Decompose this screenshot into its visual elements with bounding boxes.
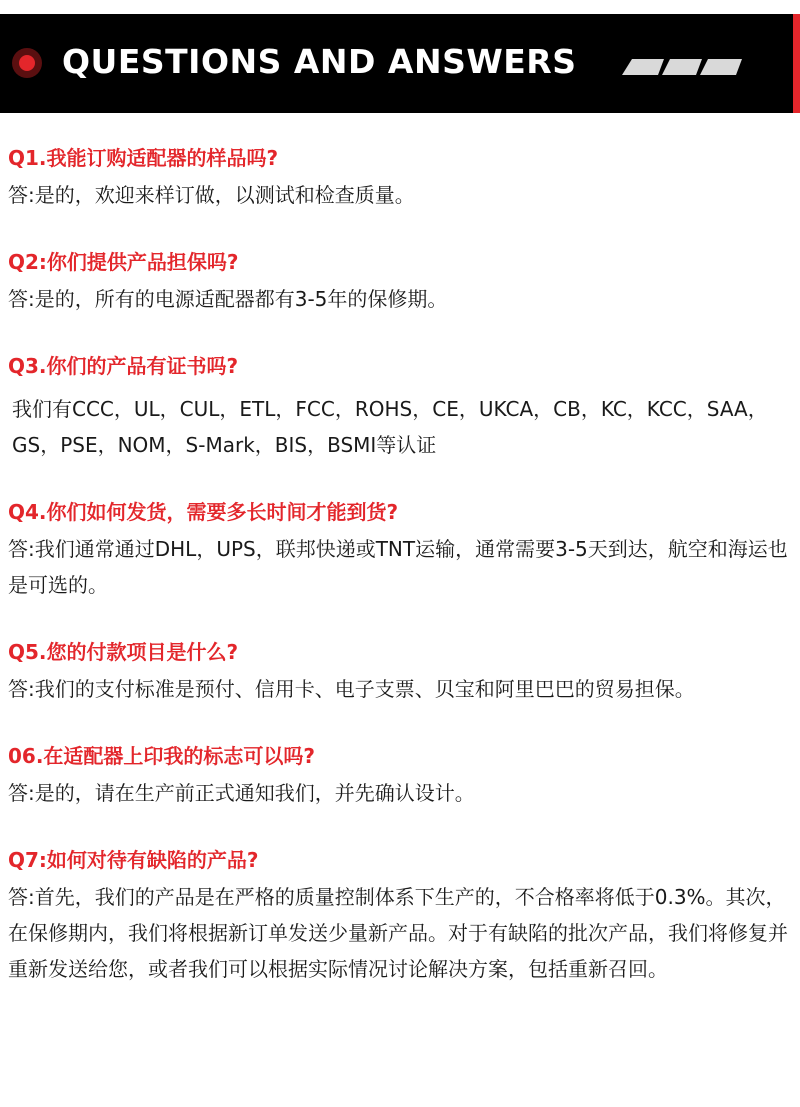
page-title: QUESTIONS AND ANSWERS (62, 42, 577, 81)
question: Q1.我能订购适配器的样品吗? (8, 146, 279, 170)
qa-item (0, 738, 800, 811)
answer: 答:是的，所有的电源适配器都有3-5年的保修期。 (8, 287, 448, 311)
question: Q2:你们提供产品担保吗? (8, 250, 239, 274)
answer: 答:是的，欢迎来样订做，以测试和检查质量。 (8, 183, 415, 207)
qa-item (0, 494, 800, 603)
question: 06.在适配器上印我的标志可以吗? (8, 744, 316, 768)
qa-item (0, 348, 800, 463)
answer: 答:我们的支付标准是预付、信用卡、电子支票、贝宝和阿里巴巴的贸易担保。 (8, 677, 695, 701)
qa-item (0, 634, 800, 707)
answer: 答:首先，我们的产品是在严格的质量控制体系下生产的，不合格率将低于0.3%。其次，在保修期内，我们将根据新订单发送少量新产品。对于有缺陷的批次产品，我们将修复并重新发送给您，或者我们可以根据实际情况讨论解决方案，包括重新召回。 (8, 885, 788, 981)
question: Q3.你们的产品有证书吗? (8, 354, 239, 378)
answer: 答:我们通常通过DHL，UPS，联邦快递或TNT运输，通常需要3-5天到达，航空和海运也是可选的。 (8, 537, 788, 597)
red-circle-icon (12, 48, 42, 78)
qa-list (0, 140, 800, 1018)
header-banner (0, 14, 800, 113)
qa-item (0, 842, 800, 987)
header-accent-bar (793, 14, 800, 113)
question: Q4.你们如何发货，需要多长时间才能到货? (8, 500, 399, 524)
question: Q5.您的付款项目是什么? (8, 640, 239, 664)
qa-item (0, 140, 800, 213)
answer: 答:是的，请在生产前正式通知我们，并先确认设计。 (8, 781, 475, 805)
question: Q7:如何对待有缺陷的产品? (8, 848, 259, 872)
qa-item (0, 244, 800, 317)
speed-stripes-icon (622, 59, 742, 75)
answer: 我们有CCC，UL，CUL，ETL，FCC，ROHS，CE，UKCA，CB，KC，KCC，SAA，GS，PSE，NOM，S-Mark，BIS，BSMI等认证 (12, 397, 768, 457)
